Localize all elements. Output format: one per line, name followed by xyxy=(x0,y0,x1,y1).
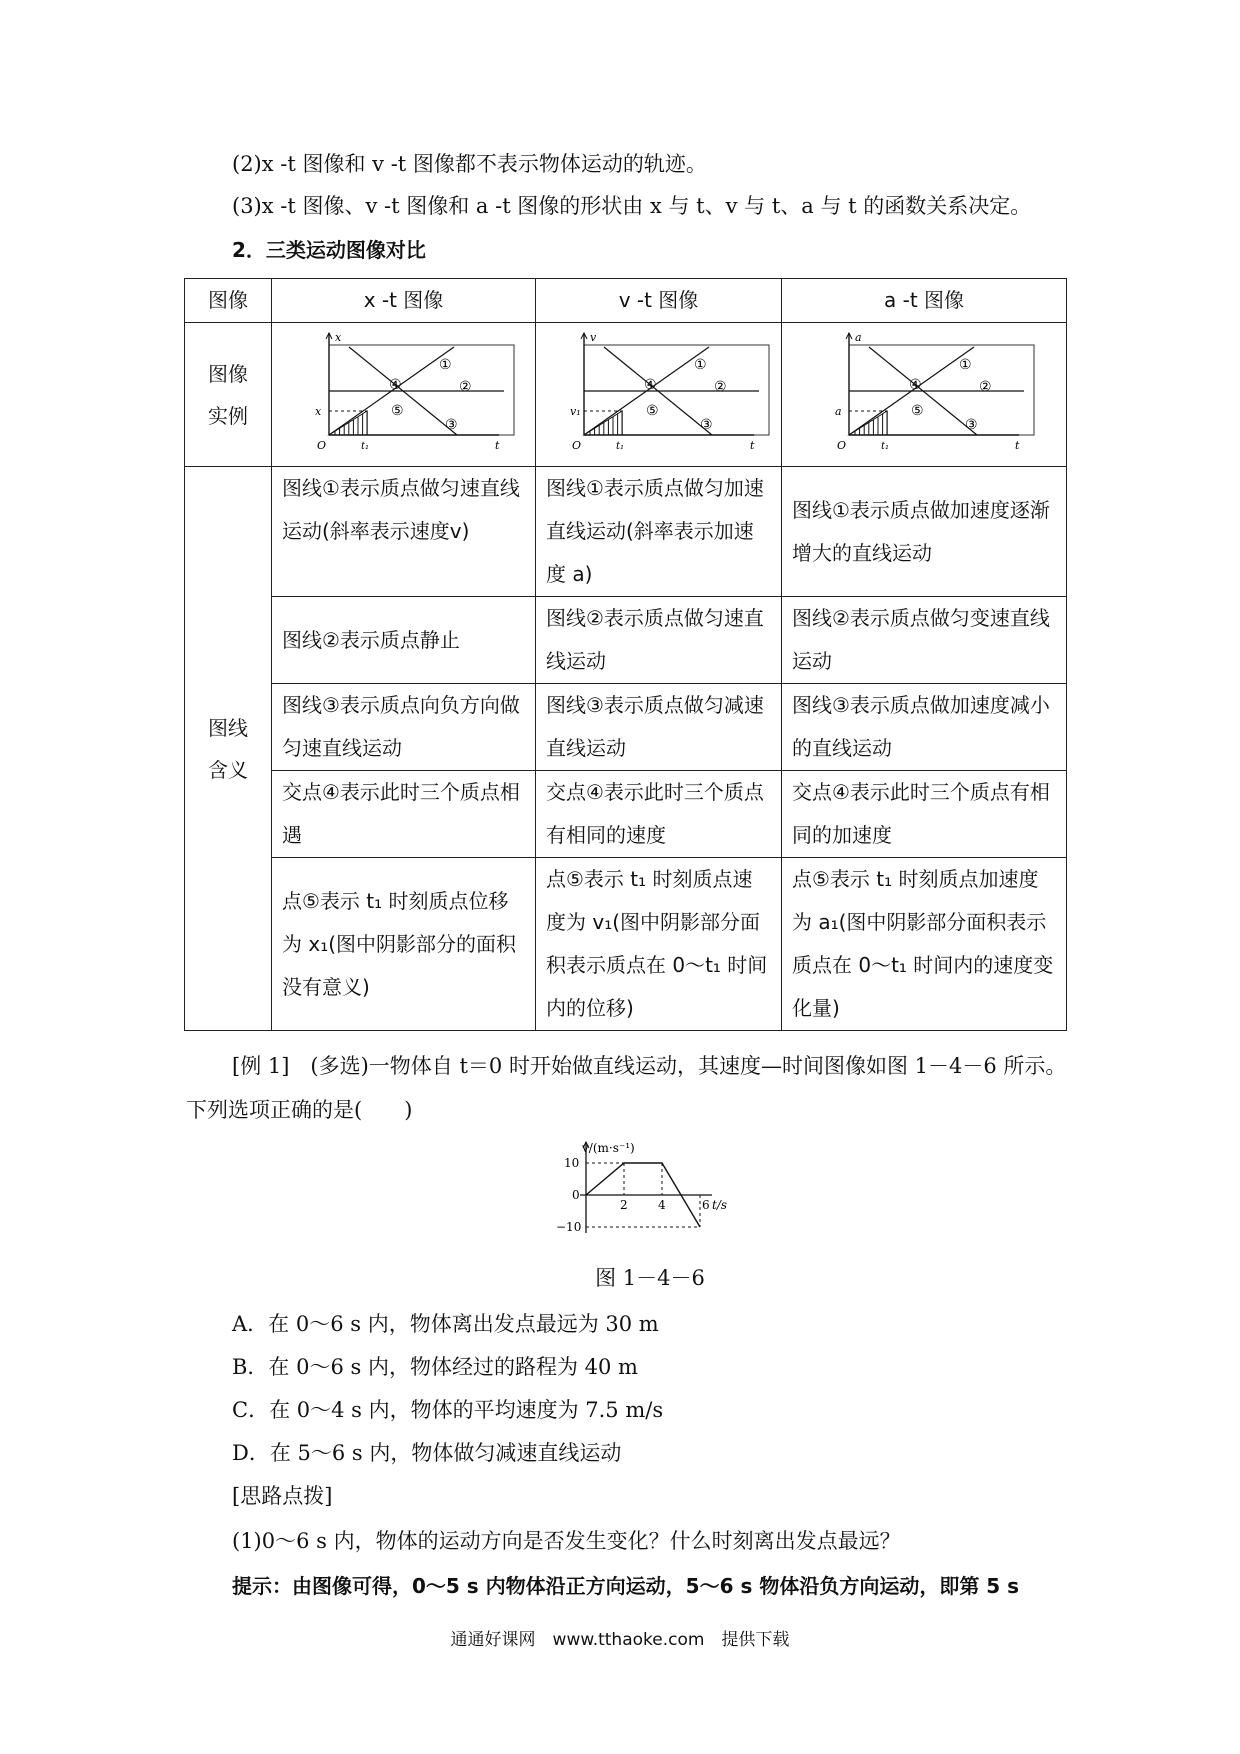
label-5: ⑤ xyxy=(645,403,659,419)
label-3: ③ xyxy=(699,417,713,433)
t1-label: t₁ xyxy=(360,441,369,451)
table-row xyxy=(185,771,1067,858)
y-tick-label: −10 xyxy=(556,1220,582,1234)
example-line-1: [例 1] (多选)一物体自 t＝0 时开始做直线运动，其速度—时间图像如图 1－4－6 所示。 xyxy=(232,1054,1067,1078)
graph-frame xyxy=(584,345,769,435)
row-label-meaning: 图线 含义 xyxy=(185,467,272,1031)
paragraph-3: (3)x -t 图像、v -t 图像和 a -t 图像的形状由 x 与 t、v 与 t、a 与 t 的函数关系决定。 xyxy=(232,194,1032,218)
row-label-example: 图像 实例 xyxy=(185,323,272,467)
graph-cell-vt xyxy=(536,323,782,467)
x-axis-label: t xyxy=(494,439,499,451)
table-cell: 图线①表示质点做加速度逐渐增大的直线运动 xyxy=(782,467,1067,597)
y-axis-label: a xyxy=(855,331,862,344)
section-heading: 2．三类运动图像对比 xyxy=(232,238,426,262)
option-b: B．在 0～6 s 内，物体经过的路程为 40 m xyxy=(232,1355,638,1379)
table-cell: 图线③表示质点做匀减速直线运动 xyxy=(536,684,782,771)
at-graph xyxy=(809,323,1039,451)
table-row xyxy=(185,858,1067,1031)
figure-caption: 图 1－4－6 xyxy=(595,1266,705,1290)
table-cell: 图线③表示质点向负方向做匀速直线运动 xyxy=(272,684,536,771)
label-2: ② xyxy=(979,379,992,395)
graph-cell-xt xyxy=(272,323,536,467)
table-cell: 图线①表示质点做匀速直线运动(斜率表示速度v) xyxy=(272,467,536,597)
table-cell: 交点④表示此时三个质点有相同的加速度 xyxy=(782,771,1067,858)
y-tick-label: 10 xyxy=(564,1156,580,1170)
label-4: ④ xyxy=(643,377,657,393)
example-line-2: 下列选项正确的是( ) xyxy=(186,1098,413,1122)
header-cell: x -t 图像 xyxy=(272,279,536,323)
option-d: D．在 5～6 s 内，物体做匀减速直线运动 xyxy=(232,1441,622,1465)
origin-label: O xyxy=(316,439,326,451)
table-cell: 图线③表示质点做加速度减小的直线运动 xyxy=(782,684,1067,771)
y-axis-label: v xyxy=(589,331,596,344)
header-cell: v -t 图像 xyxy=(536,279,782,323)
graph-frame xyxy=(849,345,1034,435)
y-axis-label: v/(m·s⁻¹) xyxy=(582,1141,635,1155)
y-mark-label: a xyxy=(835,405,842,418)
option-c: C．在 0～4 s 内，物体的平均速度为 7.5 m/s xyxy=(232,1398,664,1422)
label-4: ④ xyxy=(909,377,922,393)
x-tick-label: 4 xyxy=(658,1198,666,1212)
table-cell: 点⑤表示 t₁ 时刻质点速度为 v₁(图中阴影部分面积表示质点在 0～t₁ 时间内的位移) xyxy=(536,858,782,1031)
label-2: ② xyxy=(713,379,727,395)
option-a: A．在 0～6 s 内，物体离出发点最远为 30 m xyxy=(232,1312,659,1336)
origin-label: O xyxy=(571,439,581,451)
table-cell: 交点④表示此时三个质点相遇 xyxy=(272,771,536,858)
origin-label: O xyxy=(837,439,847,451)
label-5: ⑤ xyxy=(911,403,924,419)
x-tick-label: 6 xyxy=(702,1198,710,1212)
table-cell: 图线②表示质点静止 xyxy=(272,597,536,684)
comparison-table xyxy=(184,278,1067,1031)
table-row xyxy=(185,467,1067,597)
label-1: ① xyxy=(959,357,972,373)
label-4: ④ xyxy=(388,377,402,393)
graph-cell-at xyxy=(782,323,1067,467)
table-cell: 图线②表示质点做匀速直线运动 xyxy=(536,597,782,684)
header-cell: 图像 xyxy=(185,279,272,323)
table-row-graphs xyxy=(185,323,1067,467)
x-axis-label: t/s xyxy=(712,1198,728,1212)
hint-heading: [思路点拨] xyxy=(232,1484,333,1508)
xt-graph xyxy=(289,323,519,451)
y-mark-label: v₁ xyxy=(569,405,581,418)
vt-graph xyxy=(544,323,774,451)
table-cell: 图线②表示质点做匀变速直线运动 xyxy=(782,597,1067,684)
hint-question-1: (1)0～6 s 内，物体的运动方向是否发生变化？什么时刻离出发点最远？ xyxy=(232,1529,901,1553)
label-5: ⑤ xyxy=(390,403,404,419)
y-axis-label: x xyxy=(334,331,341,344)
graph-frame xyxy=(329,345,514,435)
label-1: ① xyxy=(438,357,452,373)
x-tick-label: 2 xyxy=(620,1198,628,1212)
table-cell: 交点④表示此时三个质点有相同的速度 xyxy=(536,771,782,858)
x-axis-label: t xyxy=(1015,439,1020,451)
page-footer: 通通好课网 www.tthaoke.com 提供下载 xyxy=(450,1630,790,1650)
label-3: ③ xyxy=(444,417,458,433)
y-mark-label: x xyxy=(314,405,321,418)
table-cell: 图线①表示质点做匀加速直线运动(斜率表示加速度 a) xyxy=(536,467,782,597)
t1-label: t₁ xyxy=(881,441,890,451)
header-cell: a -t 图像 xyxy=(782,279,1067,323)
label-1: ① xyxy=(693,357,707,373)
example-vt-chart xyxy=(544,1138,734,1248)
y-tick-label: 0 xyxy=(572,1188,580,1202)
hint-answer-1: 提示：由图像可得，0～5 s 内物体沿正方向运动，5～6 s 物体沿负方向运动，即第 5 s xyxy=(232,1574,1020,1598)
table-cell: 点⑤表示 t₁ 时刻质点加速度为 a₁(图中阴影部分面积表示质点在 0～t₁ 时间内的速度变化量) xyxy=(782,858,1067,1031)
paragraph-2: (2)x -t 图像和 v -t 图像都不表示物体运动的轨迹。 xyxy=(232,152,707,176)
table-cell: 点⑤表示 t₁ 时刻质点位移为 x₁(图中阴影部分的面积没有意义) xyxy=(272,858,536,1031)
label-2: ② xyxy=(458,379,472,395)
label-3: ③ xyxy=(965,417,978,433)
table-header-row xyxy=(185,279,1067,323)
table-row xyxy=(185,684,1067,771)
x-axis-label: t xyxy=(749,439,754,451)
t1-label: t₁ xyxy=(615,441,624,451)
table-row xyxy=(185,597,1067,684)
